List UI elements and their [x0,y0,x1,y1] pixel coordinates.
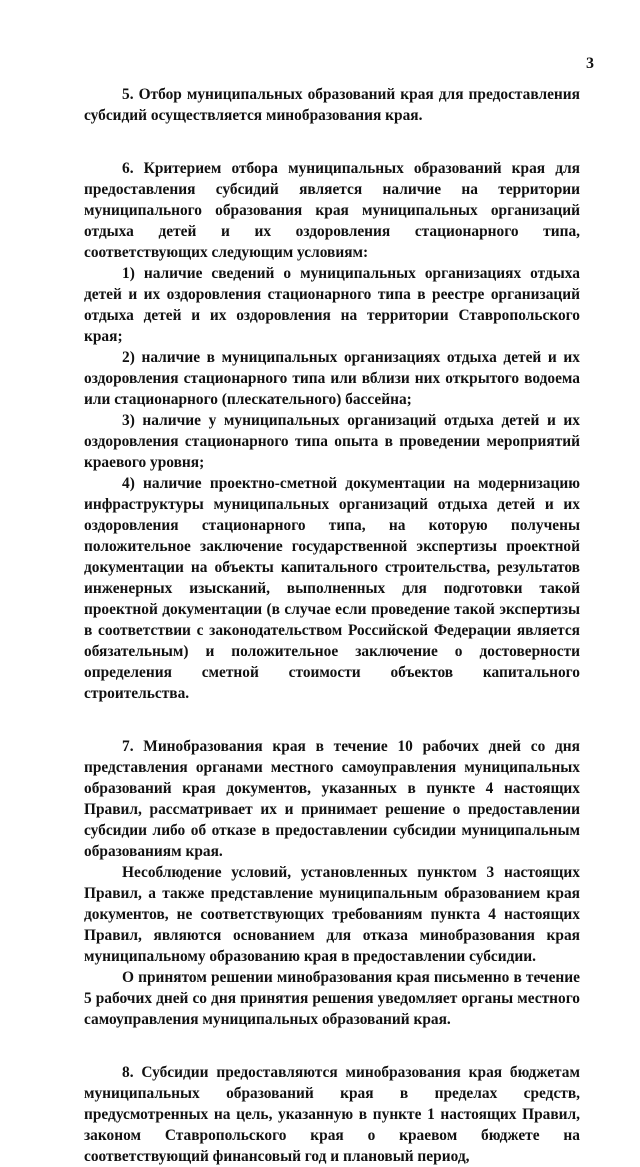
page-number: 3 [586,55,594,72]
condition-4: 4) наличие проектно-сметной документации на модернизацию инфраструктуры муниципальных организаций отдыха детей и их оздоровления стационарного типа, на которую получены положительное заключение государственной экспертизы проектной документации на объекты капитального строительства, результатов инженерных изысканий, выполненных для подготовки такой проектной документации (в случае если проведение такой экспертизы в соответствии с законодательством Российской Федерации является обязательным) и положительное заключение о достоверности определения сметной стоимости объектов капитального строительства. [84,475,580,702]
paragraph-5: 5. Отбор муниципальных образований края для предоставления субсидий осуществляется минобразования края. [84,86,580,124]
paragraph-6: 6. Критерием отбора муниципальных образований края для предоставления субсидий является наличие на территории муниципального образования края муниципальных организаций отдыха детей и их оздоровления стационарного типа, соответствующих следующим условиям: [84,160,580,261]
condition-2: 2) наличие в муниципальных организациях отдыха детей и их оздоровления стационарного типа или вблизи них открытого водоема или стационарного (плескательного) бассейна; [84,349,580,408]
paragraph-7: 7. Минобразования края в течение 10 рабочих дней со дня представления органами местного самоуправления муниципальных образований края документов, указанных в пункте 4 настоящих Правил, рассматривает их и принимает решение о предоставлении субсидии либо об отказе в предоставлении субсидии муниципальным образованиям края. [84,738,580,860]
document-body [84,84,580,1167]
paragraph-8: 8. Субсидии предоставляются минобразования края бюджетам муниципальных образований края в пределах средств, предусмотренных на цель, указанную в пункте 1 настоящих Правил, законом Ставропольского края о краевом бюджете на соответствующий финансовый год и плановый период, [84,1064,580,1165]
condition-1: 1) наличие сведений о муниципальных организациях отдыха детей и их оздоровления стационарного типа в реестре организаций отдыха детей и их оздоровления на территории Ставропольского края; [84,265,580,345]
condition-3: 3) наличие у муниципальных организаций отдыха детей и их оздоровления стационарного типа опыта в проведении мероприятий краевого уровня; [84,412,580,471]
paragraph-7-refusal: Несоблюдение условий, установленных пунктом 3 настоящих Правил, а также представление муниципальным образованием края документов, не соответствующих требованиям пункта 4 настоящих Правил, являются основанием для отказа минобразования края муниципальному образованию края в предоставлении субсидии. [84,864,580,965]
paragraph-7-notice: О принятом решении минобразования края письменно в течение 5 рабочих дней со дня принятия решения уведомляет органы местного самоуправления муниципальных образований края. [84,969,580,1028]
